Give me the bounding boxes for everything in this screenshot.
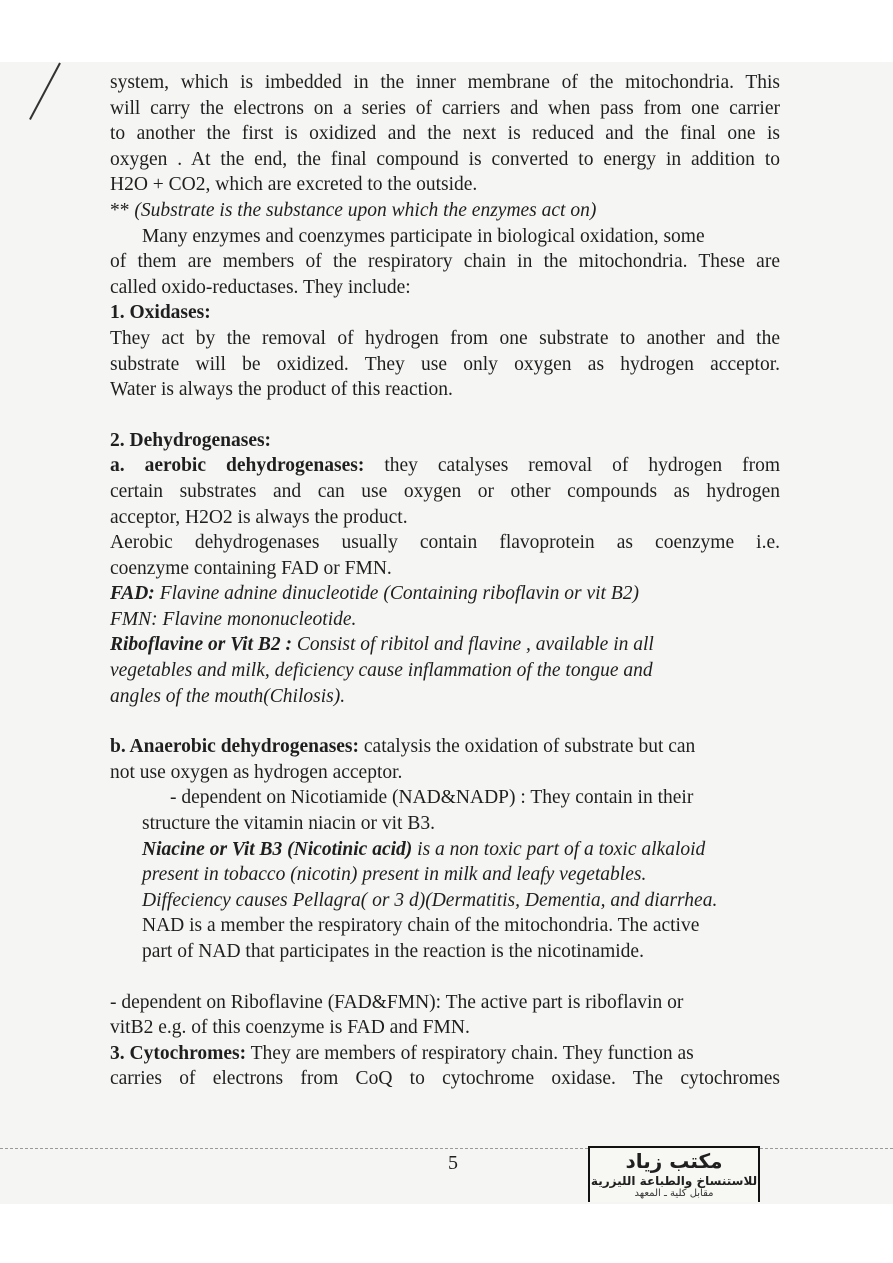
page-number: 5 — [448, 1152, 458, 1174]
subheading-anaerobic: b. Anaerobic dehydrogenases: — [110, 736, 360, 758]
top-margin — [0, 0, 893, 62]
stamp-shop-name: مكتب زياد — [625, 1149, 723, 1173]
text-line: system, which is imbedded in the inner membrane of the mitochondria. This — [110, 72, 780, 93]
heading-dehydrogenases: 2. Dehydrogenases: — [110, 429, 272, 451]
text-line: NAD is a member the respiratory chain of the mitochondria. The active — [142, 915, 700, 937]
niacine-line — [110, 837, 780, 863]
text-line: H2O + CO2, which are excreted to the outside. — [110, 174, 478, 196]
spacer — [110, 403, 780, 428]
text-line: acceptor, H2O2 is always the product. — [110, 506, 408, 528]
paragraph-start: Many enzymes and coenzymes participate in biological oxidation, some — [142, 225, 705, 247]
text-line: of them are members of the respiratory chain in the mitochondria. These are — [110, 251, 780, 273]
line-rest: catalysis the oxidation of substrate but can — [359, 736, 696, 758]
fad-definition — [110, 581, 780, 607]
anaerobic-dehydrogenases-line — [110, 734, 780, 760]
text-line: present in tobacco (nicotin) present in milk and leafy vegetables. — [142, 864, 647, 886]
stamp-services: للاستنساخ والطباعة الليزرية — [590, 1174, 758, 1188]
heading-oxidases: 1. Oxidases: — [110, 302, 211, 324]
text-line: vegetables and milk, deficiency cause inflammation of the tongue and — [110, 660, 653, 682]
text-line: They act by the removal of hydrogen from one substrate to another and the — [110, 327, 780, 349]
line-rest: is a non toxic part of a toxic alkaloid — [412, 838, 706, 860]
spacer — [110, 709, 780, 734]
text-line: substrate will be oxidized. They use only oxygen as hydrogen acceptor. — [110, 353, 780, 375]
subheading-aerobic: a. aerobic dehydrogenases: — [110, 455, 365, 477]
spacer — [110, 965, 780, 990]
note-marker: ** — [110, 199, 135, 221]
text-line: Aerobic dehydrogenases usually contain flavoprotein as coenzyme i.e. — [110, 532, 780, 554]
text-line: oxygen . At the end, the final compound is converted to energy in addition to — [110, 148, 780, 170]
text-line: not use oxygen as hydrogen acceptor. — [110, 761, 403, 783]
fmn-definition: FMN: Flavine mononucleotide. — [110, 608, 357, 630]
text-line: certain substrates and can use oxygen or other compounds as hydrogen — [110, 480, 780, 502]
text-line: coenzyme containing FAD or FMN. — [110, 557, 392, 579]
text-line: to another the first is oxidized and the next is reduced and the final one is — [110, 123, 780, 145]
note-text: (Substrate is the substance upon which the enzymes act on) — [134, 199, 597, 221]
text-line: will carry the electrons on a series of carriers and when pass from one carrier — [110, 97, 780, 119]
text-line: vitB2 e.g. of this coenzyme is FAD and FMN. — [110, 1017, 470, 1039]
riboflavine-line — [110, 632, 780, 658]
stamp-address: مقابل كلية ـ المعهد — [634, 1188, 714, 1199]
bottom-margin — [0, 1204, 893, 1263]
print-shop-stamp — [588, 1146, 760, 1202]
heading-cytochromes: 3. Cytochromes: — [110, 1042, 247, 1064]
text-line: structure the vitamin niacin or vit B3. — [142, 813, 435, 835]
term-niacine: Niacine or Vit B3 (Nicotinic acid) — [142, 838, 413, 860]
line-rest: Consist of ribitol and flavine , available in all — [292, 634, 654, 656]
term-riboflavine: Riboflavine or Vit B2 : — [110, 634, 293, 656]
text-line: angles of the mouth(Chilosis). — [110, 685, 346, 707]
text-line: Water is always the product of this reaction. — [110, 379, 453, 401]
text-line: Diffeciency causes Pellagra( or 3 d)(Dermatitis, Dementia, and diarrhea. — [142, 889, 718, 911]
fad-dependent-item: - dependent on Riboflavine (FAD&FMN): The active part is riboflavin or — [110, 991, 684, 1013]
substrate-note — [110, 198, 780, 224]
line-rest: they catalyses removal of hydrogen from — [364, 455, 780, 477]
aerobic-dehydrogenases-line — [110, 453, 780, 479]
line-rest: Flavine adnine dinucleotide (Containing riboflavin or vit B2) — [154, 583, 639, 605]
term-fad: FAD: — [110, 583, 155, 605]
nad-dependent-item: - dependent on Nicotiamide (NAD&NADP) : They contain in their — [170, 787, 694, 809]
text-line: carries of electrons from CoQ to cytochrome oxidase. The cytochromes — [110, 1068, 780, 1090]
text-line: part of NAD that participates in the reaction is the nicotinamide. — [142, 941, 644, 962]
line-rest: They are members of respiratory chain. They function as — [246, 1042, 694, 1064]
text-line: called oxido-reductases. They include: — [110, 276, 411, 298]
document-body — [110, 70, 780, 1092]
cytochromes-line — [110, 1041, 780, 1067]
